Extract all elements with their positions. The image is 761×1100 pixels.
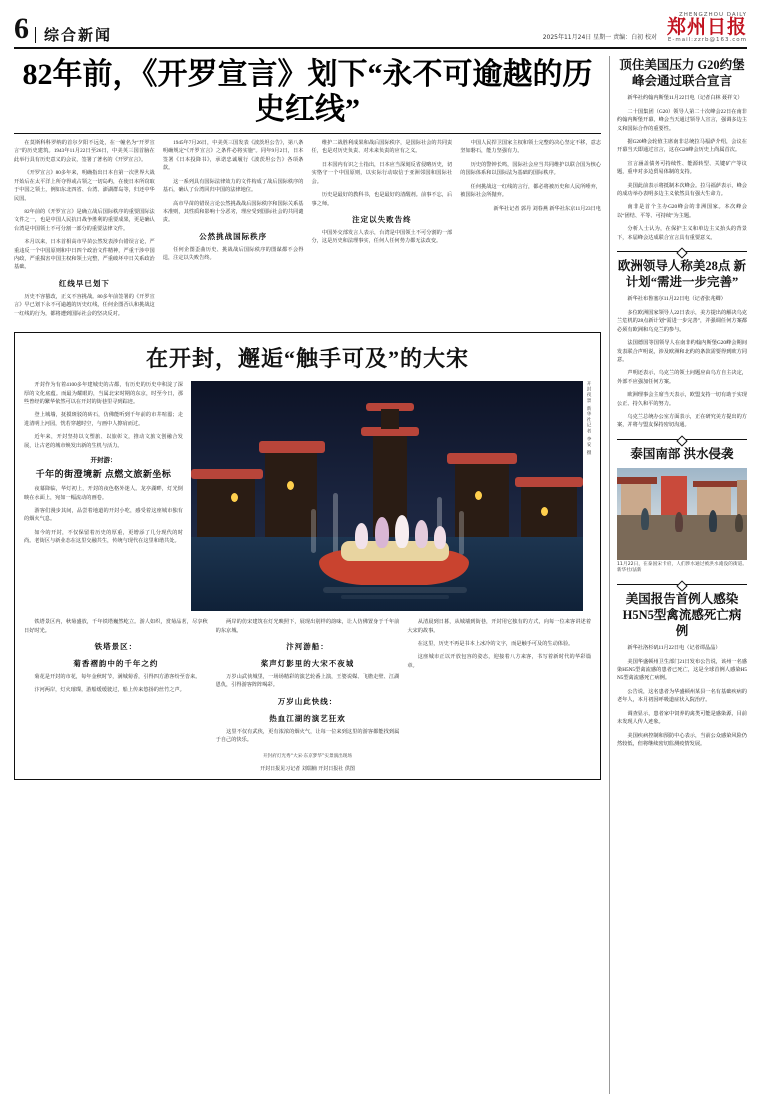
- paragraph: 公告说，这名患者为华盛顿州某县一名有基础疾病的老年人，本月初因呼吸道症状入院治疗。: [617, 688, 747, 704]
- news-headline: 美国报告首例人感染 H5N5型禽流感死亡病例: [622, 592, 742, 638]
- paragraph: 中国外交部发言人表示，台湾是中国领土不可分割的一部分，这是历史和法理事实，任何人任何势力都无法改变。: [311, 229, 453, 245]
- paragraph: 美国此前表示将抵制本次峰会。拉马福萨表示，峰会的成功举办表明多边主义依然具有强大生命力。: [617, 182, 747, 198]
- section-title: 综合新闻: [35, 27, 112, 44]
- feature-col-3: [407, 618, 591, 750]
- paragraph: 中国人民捍卫国家主权和领土完整的决心坚定不移，意志坚如磐石，能力坚强有力。: [460, 140, 601, 155]
- photo-caption: 11月22日，在泰国宋卡府，人们涉水通过被洪水淹没的街道。 新华社/法新: [617, 561, 747, 574]
- feature-columns: [24, 618, 591, 750]
- paragraph: 两岸的仿宋建筑在灯光映照下，展现出别样的韵味，让人仿佛置身于千年前的东京城。: [215, 619, 400, 634]
- paragraph: 调查显示，患者家中饲养的禽类可能是感染源，目前未发现人传人迹象。: [617, 710, 747, 726]
- paragraph: 在莫斯科科罗纳的首尔夕阳不远处，在一幢名为“开罗宣言”的历史建筑。1943年11月22日至26日，中美英三国首脑在此举行具有历史意义的会议，签署了著名的《开罗宣言》。: [14, 140, 155, 163]
- paragraph: 宣言涵盖债务可持续性、能源转型、关键矿产等议题，重申对多边贸易体制的支持。: [617, 160, 747, 176]
- feature-photo: [191, 381, 583, 611]
- paragraph: 夜幕降临，华灯初上，开封的夜色格外迷人。龙亭湖畔，灯光倒映在水面上，宛如一幅流动的画卷。: [24, 486, 183, 501]
- feature-intro-column: [24, 381, 183, 611]
- feature-subhead: 铁塔景区：: [94, 642, 138, 652]
- paragraph: 游客们漫步其间，品尝着地道的开封小吃，感受着这座城市独有的烟火气息。: [24, 507, 183, 523]
- paragraph: 登上城墙，抚摸斑驳的砖石，仿佛能听到千年前的市井喧嚣；走进清明上河园，恍若穿越时空，与画中人擦肩而过。: [24, 412, 183, 427]
- paragraph: 据G20峰会轮值主席南非总统拉马福萨介绍，会议在开幕当天即通过宣言，这在G20峰会历史上尚属首次。: [617, 138, 747, 154]
- paragraph: 这一系列具有国际法律效力的文件构成了战后国际秩序的基石，确认了台湾回归中国的法律地位。: [162, 178, 304, 194]
- paragraph: 这里不仅有武侠，更有浓浓的烟火气，让每一位来到这里的游客都能找到属于自己的快乐。: [215, 728, 400, 744]
- paragraph: 多位欧洲国家领导人22日表示，美方提出的解决乌克兰危机的28点新计划“需进一步完善”，并强调任何方案都必须有欧洲和乌克兰的参与。: [617, 309, 747, 333]
- paragraph: 法国德国等国领导人在南非约翰内斯堡G20峰会期间发表联合声明说，涉及欧洲和北约的条款需要得到欧方同意。: [617, 340, 747, 363]
- paragraph: 菊花是开封的市花，每年金秋时节，满城菊香，引得四方游客纷至沓来。: [34, 674, 201, 681]
- paragraph: 分析人士认为，在保护主义和单边主义抬头的背景下，本届峰会达成联合宣言具有重要意义。: [617, 226, 747, 241]
- lead-signature: 新华社记者 郭丹 刘春燕 新华社东京11月23日电: [493, 205, 601, 212]
- feature-kicker-small: 开封游：: [90, 457, 117, 465]
- paragraph: 声明还表示，乌克兰的领土问题应由乌方自主决定，外部不应强加任何方案。: [617, 370, 747, 385]
- news-headline: 顶住美国压力 G20约堡峰会通过联合宣言: [619, 58, 745, 88]
- news-dateline: 新华社洛杉矶11月22日电（记者谭晶晶）: [627, 645, 721, 652]
- sidebar-divider: [617, 439, 747, 440]
- masthead-meta: [112, 32, 667, 44]
- lead-col-2: [163, 139, 304, 323]
- masthead: [14, 10, 747, 49]
- main-content: [14, 56, 609, 1094]
- paragraph: 汴河两岸，灯火璀璨，游船缓缓驶过，船上传来悠扬的丝竹之声。: [34, 687, 185, 694]
- publish-date: 2025年11月24日 星期一 责编：白初 校对: [542, 34, 657, 41]
- feature-col-1: [24, 618, 208, 750]
- paragraph: 美国疾病控制和预防中心表示，当前公众感染风险仍然较低，但将继续密切监测疫情发展。: [617, 732, 747, 747]
- right-sidebar: [609, 56, 747, 1094]
- paragraph: 高市早苗的错误言论公然挑战战后国际秩序和国际关系基本准则，其性质和影响十分恶劣，理应受到国际社会的共同谴责。: [162, 200, 304, 224]
- paragraph: 任何挑战这一红线的言行，都必将被历史和人民所唾弃，被国际社会所抛弃。: [460, 183, 601, 199]
- paragraph: 本月以来，日本首相高市早苗公然发表涉台错误言论，严重违反一个中国原则和中日四个政治文件精神，严重干涉中国内政，严重损害中国主权和领土完整，严重破坏中日关系政治基础。: [14, 239, 155, 271]
- paragraph: 开封作为有着4100多年建城史的古都，有历史的历史中积淀了深厚的文化底蕴。而最为耀眼的，当属北宋时期的东京，时至今日，那些曾经的繁华依然可以在开封的街巷里寻到踪迹。: [24, 382, 183, 406]
- paragraph: 历史不容篡改，正义不容挑战。80多年前签署的《开罗宣言》早已划下永不可逾越的历史红线，任何企图否认和挑战这一红线的行为，都将遭到国际社会的坚决反对。: [14, 293, 155, 317]
- paragraph: 欧洲理事会主席当天表示，欧盟支持一切有助于实现公正、持久和平的努力。: [617, 392, 747, 407]
- sidebar-news-4: [617, 592, 747, 748]
- sidebar-divider: [617, 251, 747, 252]
- paragraph: 这座城市正以开放包容的姿态，迎接着八方来客，书写着新时代的华彩篇章。: [407, 654, 592, 669]
- feature-signature: 开封日报见习记者 刘瑞楠 开封日报社 供图: [260, 765, 355, 772]
- paragraph: 82年前的《开罗宣言》是确立战后国际秩序的重要国际法文件之一，也是中国人民抗日战争胜利的重要成果，更是确认台湾是中国领土不可分割一部分的重要法律文件。: [14, 208, 155, 232]
- news-headline: 泰国南部 洪水侵袭: [630, 446, 734, 461]
- feature-subhead: 菊香褶韵中的千年之约: [73, 659, 159, 669]
- lead-story-columns: [14, 139, 601, 323]
- feature-col-2: [216, 618, 400, 750]
- paragraph: 如今的开封，不仅保留着历史的厚重，更增添了几分现代的时尚。老街区与新业态在这里交融共生，传统与现代在这里和谐共处。: [24, 529, 183, 545]
- paragraph: 任何企图歪曲历史、挑战战后国际秩序的图谋都不会得逞，注定以失败告终。: [162, 246, 304, 262]
- sidebar-news-2: [617, 259, 747, 430]
- lead-subhead: 公然挑战国际秩序: [199, 231, 268, 241]
- photo-caption: 开封府灯光秀“大宋·东京梦华”实景演出现场: [263, 753, 352, 759]
- feature-subhead: 万岁山此快线：: [277, 696, 338, 706]
- flood-photo: [617, 468, 747, 560]
- paragraph: 在这里，历史不再是书本上冰冷的文字，而是触手可及的生动体验。: [417, 641, 574, 648]
- news-dateline: 新华社布鲁塞尔11月22日电（记者张兆卿）: [627, 296, 726, 303]
- lead-subhead: 红线早已划下: [58, 278, 110, 288]
- news-headline: 欧洲领导人称美28点 新计划“需进一步完善”: [617, 259, 747, 289]
- feature-article: [14, 332, 601, 780]
- sidebar-news-3: [617, 447, 747, 575]
- paragraph: 历史的警钟长鸣，国际社会应当共同维护以联合国为核心的国际体系和以国际法为基础的国际秩序。: [460, 161, 601, 177]
- sidebar-news-1: [617, 58, 747, 242]
- paragraph: 南非是首个主办G20峰会的非洲国家。本次峰会以“团结、平等、可持续”为主题。: [617, 204, 747, 219]
- lead-subhead: 注定以失败告终: [352, 214, 412, 224]
- brand-logo: 郑州日报: [666, 17, 747, 38]
- brand-email: E-mail:zzrb@163.com: [667, 37, 747, 43]
- paragraph: 维护二战胜利成果和战后国际秩序，是国际社会的共同责任，也是对历史负责、对未来负责的应有之义。: [311, 140, 453, 155]
- sidebar-divider: [617, 584, 747, 585]
- feature-subhead: 桨声灯影里的大宋不夜城: [260, 659, 355, 669]
- lead-col-4: [460, 139, 601, 323]
- news-dateline: 新华社约翰内斯堡11月22日电（记者白林 聂祥文）: [627, 95, 743, 102]
- feature-headline: 在开封，邂逅“触手可及”的大宋: [145, 346, 469, 372]
- feature-subhead: 热血江湖的演艺狂欢: [269, 713, 346, 723]
- paragraph: 美国华盛顿州卫生部门21日发布公告说，该州一名感染H5N5型禽流感的患者已死亡，这是全球首例人感染H5N5型禽流感死亡病例。: [617, 658, 747, 682]
- brand-pinyin: ZHENGZHOU DAILY: [679, 12, 747, 18]
- lead-col-1: [14, 139, 155, 323]
- headline-rule: [14, 133, 601, 134]
- paragraph: 万岁山武侠城里，一场场精彩的演艺轮番上演，王婆说媒、飞檐走壁、江湖恩仇，引得游客阵阵喝彩。: [215, 674, 400, 689]
- photo-side-caption: 开封夜景 新华社记者 李安 摄: [586, 381, 591, 456]
- paragraph: 铁塔景区内，秋菊盛放，千年铁塔巍然屹立。游人如织，赏菊品茗，尽享秋日好时光。: [24, 619, 208, 634]
- paragraph: 日本国内有识之士指出，日本应当深刻反省侵略历史，切实恪守一个中国原则，以实际行动取信于亚洲邻国和国际社会。: [311, 161, 453, 185]
- paragraph: 1945年7月26日，中美英三国发表《波茨坦公告》，第八条明确规定“《开罗宣言》之条件必将实施”。同年9月2日，日本签署《日本投降书》，承诺忠诚履行《波茨坦公告》各项条款。: [162, 140, 304, 172]
- feature-photo-wrap: [191, 381, 591, 611]
- paragraph: 乌克兰总统办公室方面表示，正在研究美方提出的方案，并将与盟友保持密切沟通。: [617, 414, 747, 429]
- feature-subhead: 汴河游船：: [286, 642, 329, 652]
- paragraph: 从清晨到日暮，从城墙到街巷，开封用它独有的方式，向每一位来客讲述着大宋的故事。: [407, 619, 592, 634]
- masthead-brand: [667, 12, 747, 44]
- paragraph: 历史是最好的教科书，也是最好的清醒剂。前事不忘，后事之师。: [311, 192, 453, 207]
- lead-headline: 82年前，《开罗宣言》划下“永不可逾越的历史红线”: [22, 58, 593, 126]
- page-number: 6: [14, 12, 29, 45]
- lead-col-3: [312, 139, 453, 323]
- paragraph: 《开罗宣言》80多年来，明确指出日本自第一次世界大战开始后在太平洋上所夺得或占领之一切岛屿，在使日本所窃取于中国之领土，例如东北四省、台湾、澎湖群岛等，归还中华民国。: [14, 170, 155, 202]
- paragraph: 近年来，开封坚持以文塑旅、以旅彰文，推动文旅文创融合发展，让古老的城市焕发出新的生机与活力。: [24, 434, 183, 449]
- feature-kicker-main: 千年的街澄境新 点燃文旅新坐标: [35, 469, 172, 480]
- paragraph: 二十国集团（G20）领导人第二十次峰会22日在南非约翰内斯堡开幕，峰会当天通过领导人宣言，强调多边主义和国际合作的重要性。: [617, 108, 747, 132]
